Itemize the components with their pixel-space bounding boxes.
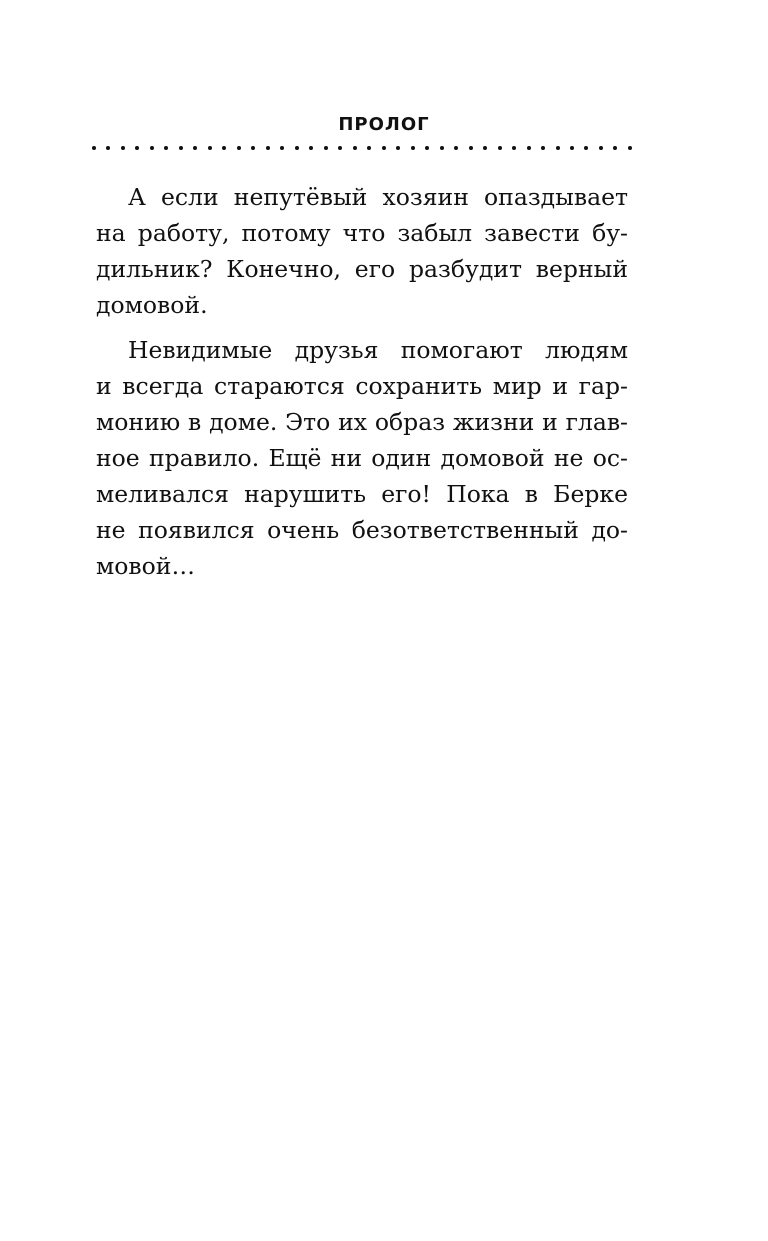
rule-dot <box>208 146 212 150</box>
rule-dot <box>193 146 197 150</box>
paragraph-1 <box>96 179 628 323</box>
text-line: А если непутёвый хозяин опаздывает <box>128 183 628 211</box>
rule-dot <box>498 146 502 150</box>
rule-dot <box>469 146 473 150</box>
text-line: дильник? Конечно, его разбудит верный <box>96 255 628 283</box>
rule-dot <box>425 146 429 150</box>
text-line: монию в доме. Это их образ жизни и глав- <box>96 408 628 436</box>
rule-dot <box>309 146 313 150</box>
rule-dot <box>324 146 328 150</box>
rule-dot <box>512 146 516 150</box>
rule-dot <box>628 146 632 150</box>
rule-dot <box>150 146 154 150</box>
rule-dot <box>353 146 357 150</box>
text-line: ное правило. Ещё ни один домовой не ос- <box>96 444 628 472</box>
text-line: Невидимые друзья помогают людям <box>128 336 628 364</box>
rule-dot <box>121 146 125 150</box>
rule-dot <box>599 146 603 150</box>
rule-dot <box>92 146 96 150</box>
rule-dot <box>179 146 183 150</box>
text-line: не появился очень безответственный до- <box>96 516 628 544</box>
rule-dot <box>295 146 299 150</box>
rule-dot <box>266 146 270 150</box>
rule-dot <box>527 146 531 150</box>
rule-dot <box>237 146 241 150</box>
rule-dot <box>440 146 444 150</box>
rule-dot <box>164 146 168 150</box>
rule-dot <box>411 146 415 150</box>
rule-dot <box>382 146 386 150</box>
rule-dot <box>613 146 617 150</box>
rule-dot <box>251 146 255 150</box>
paragraph-2 <box>96 332 628 584</box>
text-line: меливался нарушить его! Пока в Берке <box>96 480 628 508</box>
body-text <box>96 179 628 593</box>
rule-dot <box>483 146 487 150</box>
text-line: мовой… <box>96 552 195 580</box>
dotted-rule <box>92 138 632 158</box>
text-line: домовой. <box>96 291 208 319</box>
rule-dot <box>570 146 574 150</box>
rule-dot <box>541 146 545 150</box>
rule-dot <box>222 146 226 150</box>
rule-dot <box>135 146 139 150</box>
rule-dot <box>280 146 284 150</box>
rule-dot <box>556 146 560 150</box>
rule-dot <box>396 146 400 150</box>
rule-dot <box>338 146 342 150</box>
rule-dot <box>454 146 458 150</box>
rule-dot <box>367 146 371 150</box>
running-title: ПРОЛОГ <box>338 114 430 135</box>
text-line: и всегда стараются сохранить мир и гар- <box>96 372 628 400</box>
rule-dot <box>584 146 588 150</box>
text-line: на работу, потому что забыл завести бу- <box>96 219 628 247</box>
rule-dot <box>106 146 110 150</box>
